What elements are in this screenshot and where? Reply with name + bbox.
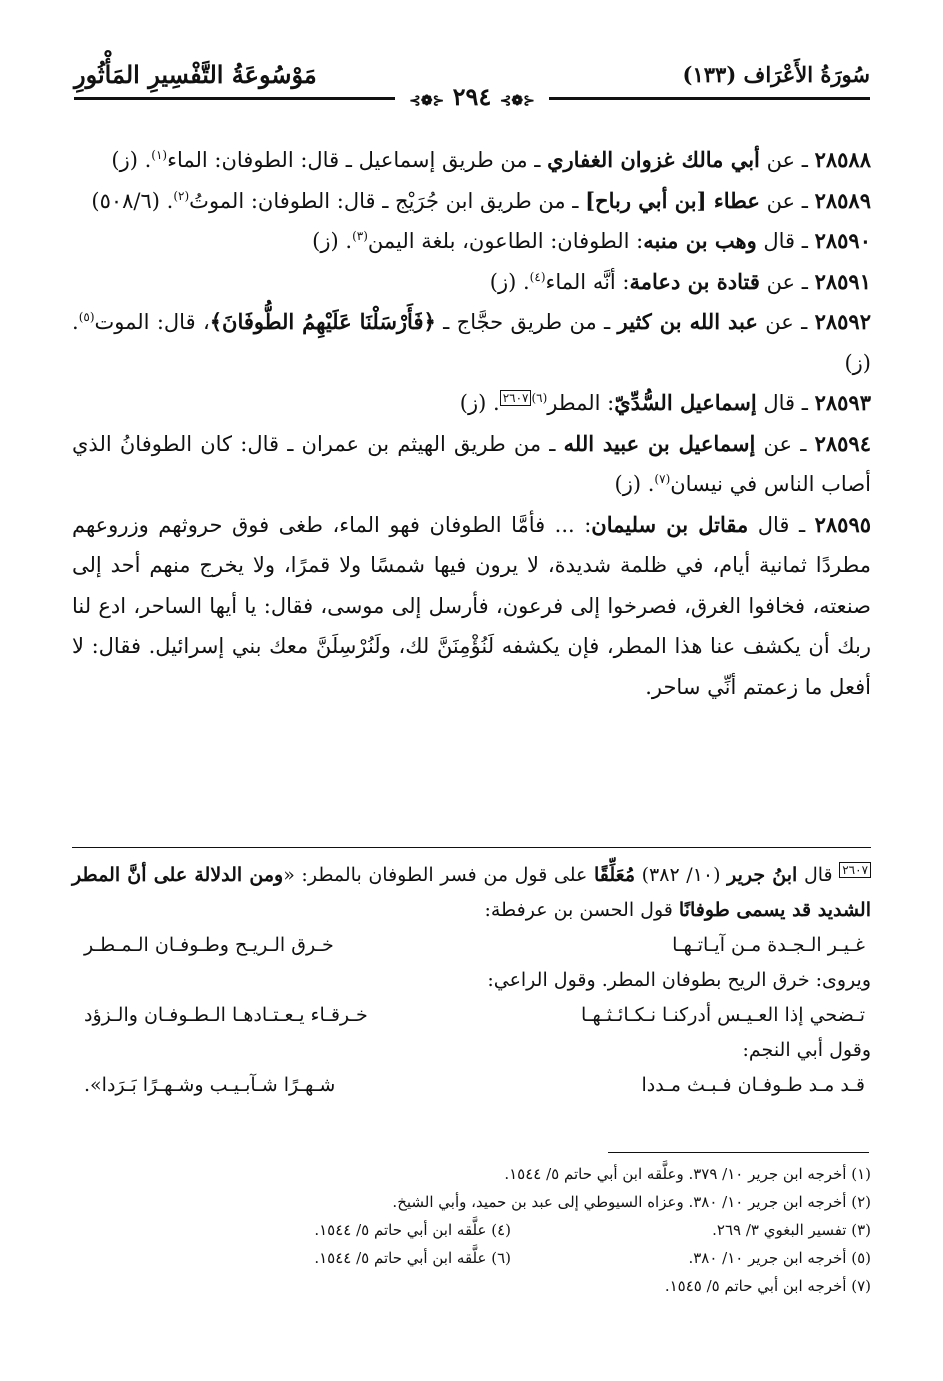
- entry-end: . (٥٠٨/٦): [91, 188, 174, 213]
- entry: [72, 262, 871, 303]
- entry-number: ٢٨٥٨٩: [814, 187, 871, 213]
- comment-ref-box: ٢٦٠٧: [500, 390, 532, 406]
- entry-source: عطاء [بن أبي رباح]: [585, 187, 760, 213]
- entry-text: ، قال: الموت: [94, 310, 210, 334]
- book-title: مَوْسُوعَةُ التَّفْسِيرِ المَأْثُورِ: [74, 60, 317, 89]
- entry: [72, 140, 871, 181]
- entry-text: ـ عن: [759, 148, 815, 172]
- entry-text: : أنَّه الماء: [545, 269, 630, 294]
- entry-source: إسماعيل بن عبيد الله: [563, 430, 756, 456]
- entry-text: ـ قال: [756, 229, 815, 253]
- footnote: (٥) أخرجه ابن جرير ١٠/ ٣٨٠.: [688, 1249, 871, 1267]
- entry-text: ـ من طريق حجَّاج ـ: [435, 310, 618, 334]
- entry-text: : الطوفان: الطاعون، بلغة اليمن: [367, 229, 644, 253]
- footnote-row: [72, 1216, 871, 1244]
- entry-number: ٢٨٥٩٣: [814, 390, 871, 415]
- commentary-block: [72, 858, 871, 1103]
- entry-text: : ... فأمَّا الطوفان فهو الماء، طغى فوق حروثهم وزروعهم مطردًا ثمانية أيام، في ظلمة شديدة، لا يرون فيها شمسًا ولا قمرًا، ولا يخرج منهم أحد إلى صنعته، فخافوا الغرق، فصرخوا إلى فرعون، فأرسل إلى موسى، فقال: يا أيها الساحر، ادع لنا ربك أن يكشف عنا هذا المطر، فإن يكشفه لَنُؤْمِنَنَّ لك، ولَنُرْسِلَنَّ معك بني إسرائيل. فقال: لا أفعل ما زعمتم أنِّي ساحر.: [72, 512, 871, 699]
- entry-text: ـ عن: [757, 310, 815, 334]
- entry-text: ـ قال: [748, 512, 815, 537]
- footnote-ref: (٦): [531, 391, 548, 405]
- entry: [72, 383, 871, 424]
- entry-text: ـ من طريق إسماعيل ـ قال: الطوفان: الماء: [167, 148, 548, 172]
- entry-end: . (ز): [72, 310, 871, 375]
- footnote: (٢) أخرجه ابن جرير ١٠/ ٣٨٠. وعزاه السيوطي إلى عبد بن حميد، وأبي الشيخ.: [392, 1193, 871, 1211]
- page-number: ٢٩٤: [452, 82, 492, 111]
- verse-first-hemistich: غـيـر الـجـدة مـن آيـاتـهـا: [672, 934, 865, 956]
- footnote-ref: (١): [151, 148, 168, 162]
- entry-source: إسماعيل السُّدِّيّ: [614, 390, 757, 415]
- entry-number: ٢٨٥٩٤: [814, 430, 871, 456]
- poetry-verse: [72, 998, 871, 1033]
- entry-source: عبد الله بن كثير: [617, 309, 758, 334]
- verse-second-hemistich: خـرق الـريـح وطـوفـان الـمـطـر: [84, 934, 334, 956]
- footnote: (٧) أخرجه ابن أبي حاتم ٥/ ١٥٤٥.: [664, 1277, 871, 1295]
- entry-text: ـ عن: [755, 431, 815, 456]
- comment-text: ويروى: خرق الريح بطوفان المطر. وقول الراعي:: [487, 969, 871, 991]
- entry-number: ٢٨٥٩٠: [814, 228, 871, 253]
- entry-text: ـ من طريق الهيثم بن عمران ـ قال: كان الطوفانُ الذي أصاب الناس في نيسان: [72, 431, 871, 496]
- verse-first-hemistich: قـد مـد طـوفـان فـبـث مـددا: [641, 1074, 865, 1096]
- ornament-right-icon: ⊰❁⊱: [409, 93, 445, 109]
- footnote-ref: (٤): [529, 269, 546, 284]
- footnotes: [72, 1160, 871, 1300]
- main-text: [72, 140, 871, 707]
- entry-end: . (ز): [312, 229, 353, 253]
- footnote: (٣) تفسير البغوي ٣/ ٢٦٩.: [712, 1221, 871, 1239]
- entry-end: . (ز): [489, 269, 530, 294]
- comment-author: ابنُ جرير: [727, 864, 798, 886]
- quran-quote: ﴿فَأَرْسَلْنَا عَلَيْهِمُ الطُّوفَانَ﴾: [209, 309, 436, 334]
- entry: [72, 505, 871, 708]
- comment-number-box: ٢٦٠٧: [839, 862, 871, 878]
- verse-second-hemistich: شـهـرًا شـآبـيـب وشـهـرًا بَـرَدا».: [84, 1074, 336, 1096]
- entry: [72, 221, 871, 262]
- entry-source: مقاتل بن سليمان: [591, 511, 749, 537]
- ornament-left-icon: ⊰❁⊱: [499, 93, 535, 109]
- entry-end: . (ز): [459, 391, 500, 415]
- verse-first-hemistich: تـضحي إذا العـيـس أدركنـا نـكـائـثـهـا: [581, 1004, 865, 1026]
- entry-text: ـ عن: [759, 188, 815, 213]
- entry-source: أبي مالك غزوان الغفاري: [547, 147, 760, 172]
- entry: [72, 181, 871, 222]
- entry-source: قتادة بن دعامة: [629, 268, 760, 294]
- entry-number: ٢٨٥٩٢: [814, 309, 871, 334]
- footnote-divider: [608, 1152, 869, 1153]
- entry-source: وهب بن منبه: [643, 228, 757, 253]
- footnote: (١) أخرجه ابن جرير ١٠/ ٣٧٩. وعلَّقه ابن أبي حاتم ٥/ ١٥٤٤.: [504, 1165, 871, 1183]
- footnote: (٤) علَّقه ابن أبي حاتم ٥/ ١٥٤٤.: [314, 1221, 511, 1239]
- footnote-ref: (٢): [173, 188, 190, 203]
- verse-second-hemistich: خـرقـاء يـعـتـادهـا الـطـوفـان والـزؤد: [84, 1004, 368, 1026]
- entry-number: ٢٨٥٩١: [814, 268, 871, 294]
- page-header: [74, 60, 870, 110]
- entry-number: ٢٨٥٩٥: [814, 511, 872, 537]
- entry-text: ـ قال: [756, 391, 815, 415]
- entry-end: . (ز): [111, 148, 152, 172]
- entry-number: ٢٨٥٨٨: [814, 147, 871, 172]
- comment-text: ٢٦٠٧ قال ابنُ جرير (١٠/ ٣٨٢) مُعَلِّقًا على قول من فسر الطوفان بالمطر: «ومن الدلالة على أنَّ المطر الشديد قد يسمى طوفانًا قول الحسن بن عرفطة:: [72, 862, 871, 921]
- entry: [72, 302, 871, 383]
- footnote-ref: (٥): [78, 310, 95, 324]
- page-number-block: [395, 82, 549, 111]
- footnote-ref: (٧): [654, 472, 671, 486]
- footnote: (٦) علَّقه ابن أبي حاتم ٥/ ١٥٤٤.: [314, 1249, 511, 1267]
- entry-end: . (ز): [614, 472, 655, 496]
- footnote-ref: (٣): [352, 229, 368, 243]
- comment-divider: [72, 847, 871, 848]
- entry-text: ـ عن: [759, 269, 815, 294]
- footnote-row: [72, 1244, 871, 1272]
- surah-title: سُورَةُ الأَعْرَاف (١٣٣): [682, 62, 870, 87]
- entry: [72, 424, 871, 505]
- entry-text: : المطر: [547, 391, 615, 415]
- comment-text: وقول أبي النجم:: [742, 1039, 871, 1061]
- entry-text: ـ من طريق ابن جُرَيْج ـ قال: الطوفان: الموتُ: [189, 188, 586, 213]
- poetry-verse: [72, 928, 871, 963]
- poetry-verse: [72, 1068, 871, 1103]
